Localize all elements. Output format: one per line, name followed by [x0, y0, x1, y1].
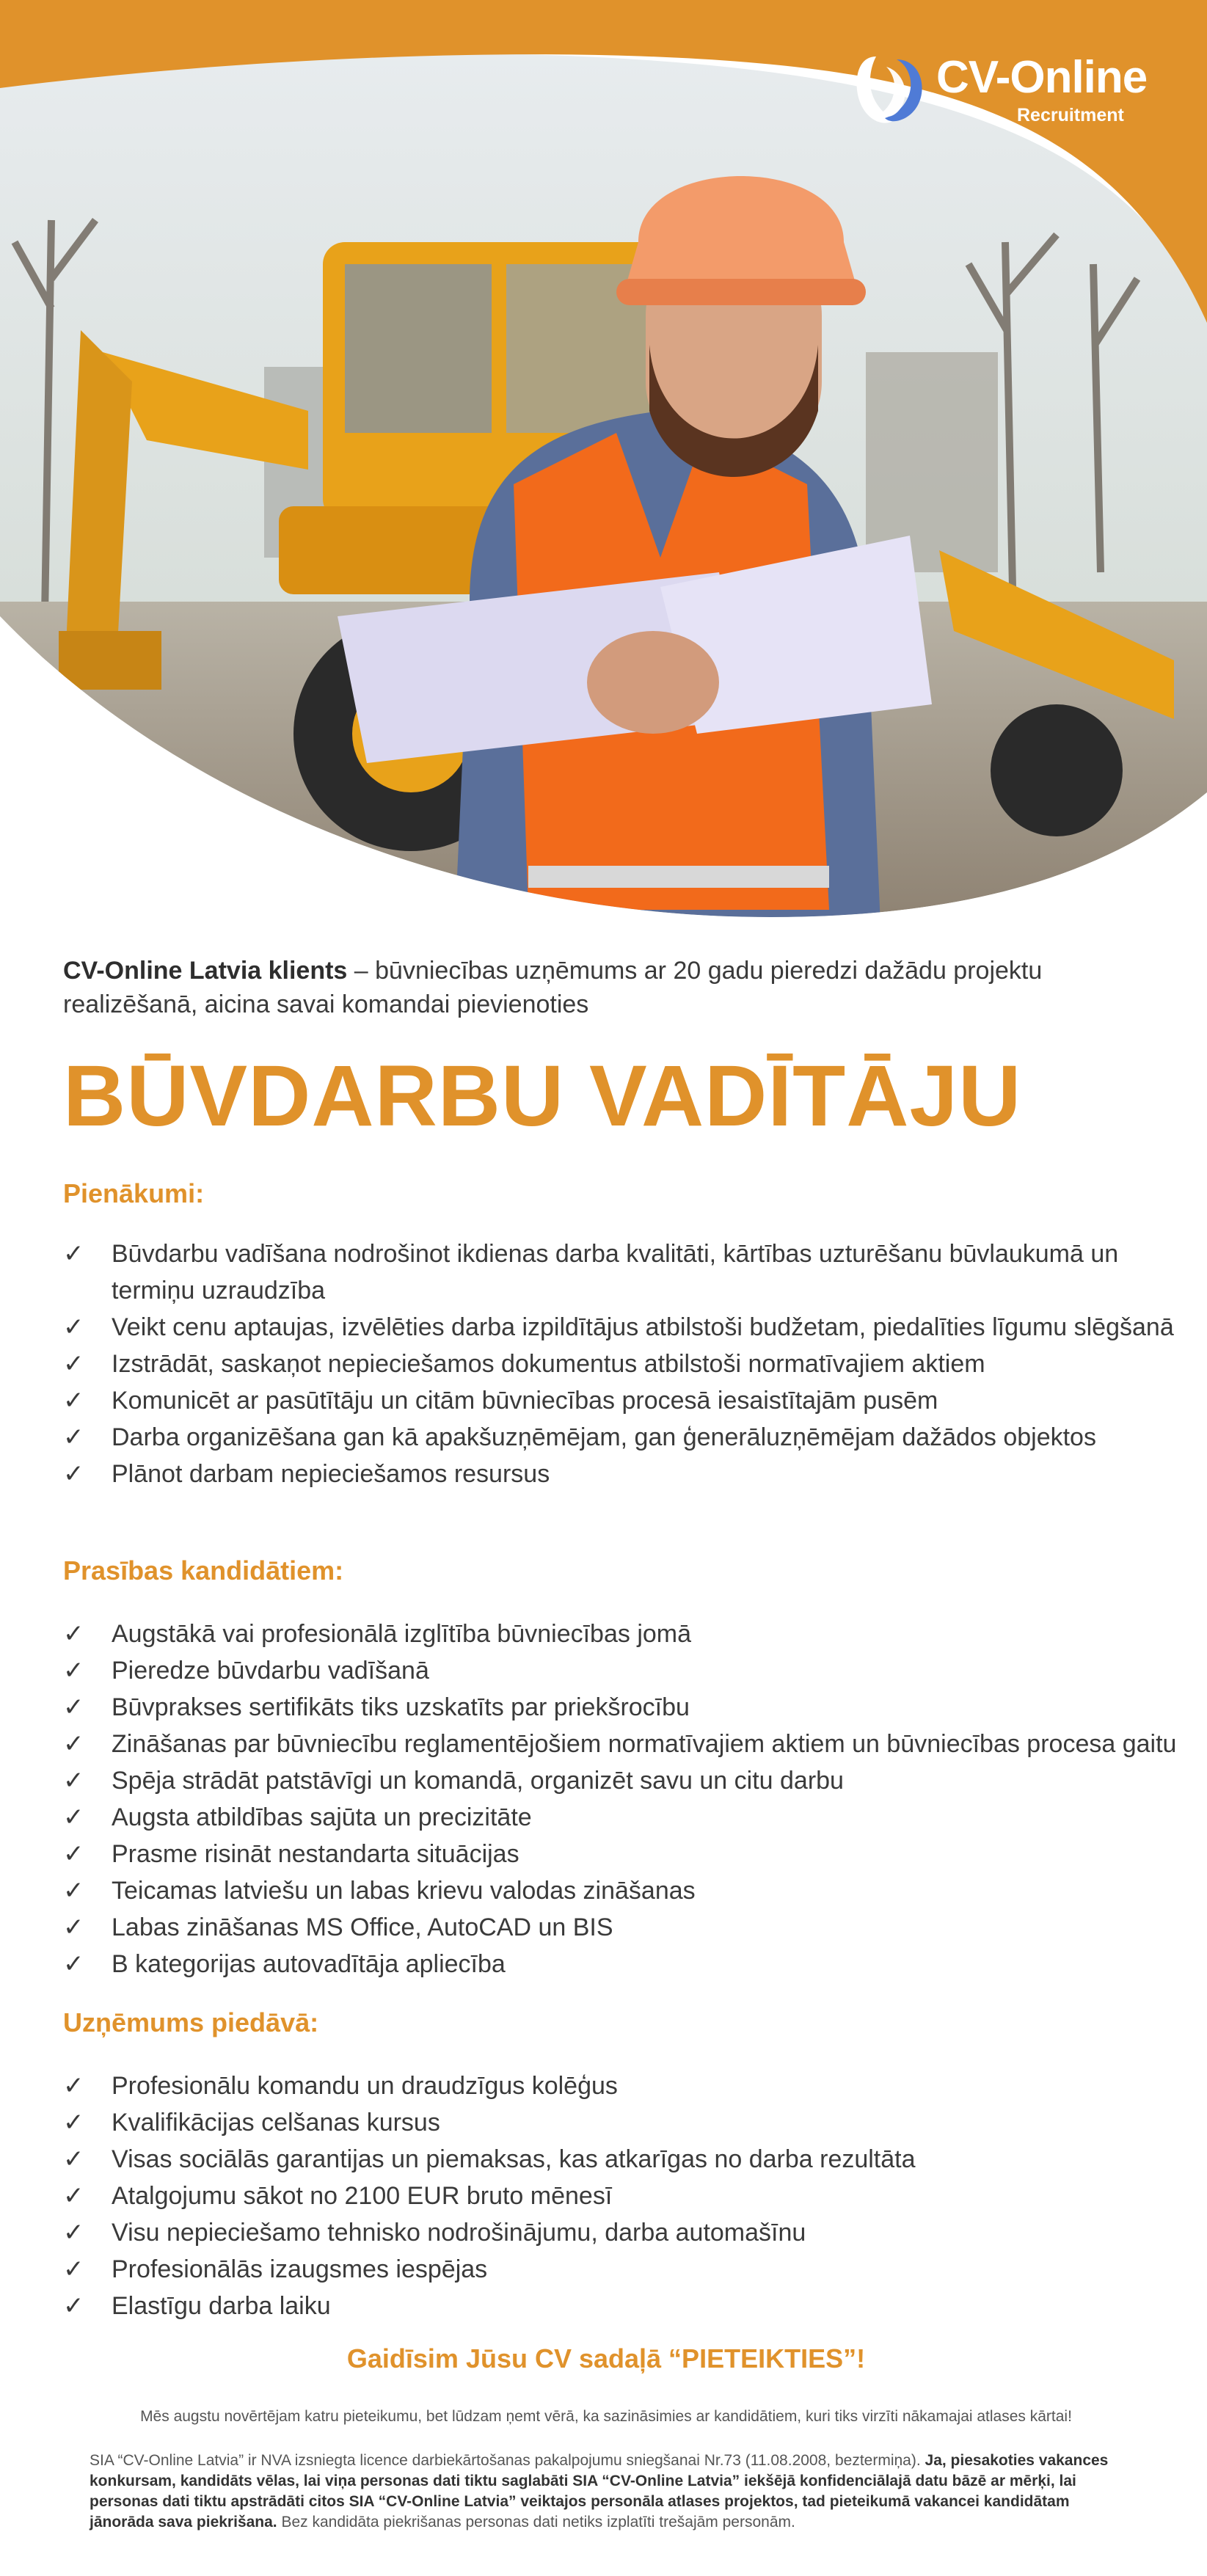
- list-item: [63, 1382, 1178, 1419]
- offer-list: [63, 2068, 1178, 2324]
- list-item-text: Visu nepieciešamo tehnisko nodrošinājumu, darba automašīnu: [112, 2218, 806, 2247]
- list-item: [63, 1726, 1178, 1762]
- duties-list: [63, 1236, 1178, 1492]
- checkmark-icon: ✓: [63, 1729, 84, 1759]
- legal-disclaimer: [90, 2451, 1131, 2533]
- list-item-text: Labas zināšanas MS Office, AutoCAD un BIS: [112, 1913, 613, 1941]
- list-item-text: Komunicēt ar pasūtītāju un citām būvniecības procesā iesaistītajām pusēm: [112, 1386, 938, 1415]
- list-item: [63, 1799, 1178, 1836]
- list-item-text: Izstrādāt, saskaņot nepieciešamos dokumentus atbilstoši normatīvajiem aktiem: [112, 1349, 985, 1378]
- list-item: [63, 1909, 1178, 1946]
- list-item-text: Zināšanas par būvniecību reglamentējošiem normatīvajiem aktiem un būvniecības procesa gaitu: [112, 1729, 1177, 1758]
- logo-mark-icon: [851, 52, 927, 128]
- list-item: [63, 2178, 1178, 2214]
- list-item-text: Veikt cenu aptaujas, izvēlēties darba izpildītājus atbilstoši budžetam, piedalīties līgumu slēgšanā: [112, 1313, 1174, 1341]
- checkmark-icon: ✓: [63, 2291, 84, 2321]
- list-item: [63, 2141, 1178, 2178]
- checkmark-icon: ✓: [63, 1385, 84, 1415]
- list-item-text: Plānot darbam nepieciešamos resursus: [112, 1459, 550, 1488]
- list-item-text: Prasme risināt nestandarta situācijas: [112, 1839, 519, 1868]
- checkmark-icon: ✓: [63, 1619, 84, 1649]
- list-item-text: Atalgojumu sākot no 2100 EUR bruto mēnesī: [112, 2181, 613, 2210]
- hero-image: [0, 0, 1207, 924]
- list-item-text: Elastīgu darba laiku: [112, 2291, 331, 2320]
- list-item: [63, 1652, 1178, 1689]
- list-item-text: Augstākā vai profesionālā izglītība būvniecības jomā: [112, 1619, 692, 1648]
- list-item: [63, 2214, 1178, 2251]
- list-item-text: Kvalifikācijas celšanas kursus: [112, 2108, 440, 2137]
- intro-text: [63, 954, 1105, 1021]
- offer-title: Uzņēmums piedāvā:: [63, 2007, 319, 2037]
- list-item-text: Būvdarbu vadīšana nodrošinot ikdienas darba kvalitāti, kārtības uzturēšanu būvlaukumā un termiņu uzraudzība: [112, 1239, 1119, 1305]
- list-item-text: Visas sociālās garantijas un piemaksas, kas atkarīgas no darba rezultāta: [112, 2145, 916, 2173]
- logo-subtitle: Recruitment: [1017, 104, 1124, 125]
- checkmark-icon: ✓: [63, 1349, 84, 1379]
- list-item-text: Būvprakses sertifikāts tiks uzskatīts par priekšrocību: [112, 1693, 690, 1721]
- checkmark-icon: ✓: [63, 1312, 84, 1342]
- list-item-text: Profesionālu komandu un draudzīgus kolēģus: [112, 2071, 618, 2100]
- checkmark-icon: ✓: [63, 2181, 84, 2211]
- list-item: [63, 1762, 1178, 1799]
- legal-privacy: Bez kandidāta piekrišanas personas dati netiks izplatīti trešajām personām.: [277, 2513, 795, 2531]
- list-item-text: B kategorijas autovadītāja apliecība: [112, 1949, 506, 1978]
- logo-name: CV-Online: [936, 51, 1148, 103]
- checkmark-icon: ✓: [63, 1912, 84, 1942]
- checkmark-icon: ✓: [63, 2144, 84, 2174]
- list-item: [63, 1689, 1178, 1726]
- selection-note: Mēs augstu novērtējam katru pieteikumu, bet lūdzam ņemt vērā, ka sazināsimies ar kandidātiem, kuri tiks virzīti nākamajai atlases kārtai!: [140, 2407, 1072, 2425]
- list-item-text: Teicamas latviešu un labas krievu valodas zināšanas: [112, 1876, 696, 1905]
- list-item: [63, 2251, 1178, 2288]
- checkmark-icon: ✓: [63, 1655, 84, 1685]
- legal-license: SIA “CV-Online Latvia” ir NVA izsniegta licence darbiekārtošanas pakalpojumu sniegšanai Nr.73 (11.08.2008, beztermiņa).: [90, 2451, 925, 2469]
- checkmark-icon: ✓: [63, 2070, 84, 2101]
- list-item: [63, 1309, 1178, 1346]
- list-item: [63, 1346, 1178, 1382]
- requirements-title: Prasības kandidātiem:: [63, 1555, 344, 1586]
- legal-consent: Ja, piesakoties vakances konkursam, kandidāts vēlas, lai viņa personas dati tiktu saglabāti SIA “CV-Online Latvia” iekšējā konfidenciālajā datu bāzē ar mērķi, lai personas dati tiktu apstrādāti citos SIA “CV-Online Latvia” veiktajos personāla atlases projektos, tad pieteikumā vakancei kandidātam jānorāda sava piekrišana.: [90, 2451, 1109, 2531]
- job-ad-content: [63, 954, 1178, 2533]
- checkmark-icon: ✓: [63, 1422, 84, 1452]
- checkmark-icon: ✓: [63, 1949, 84, 1979]
- cv-online-logo[interactable]: [851, 50, 1147, 131]
- list-item: [63, 1236, 1178, 1309]
- list-item: [63, 1616, 1178, 1652]
- list-item: [63, 1836, 1178, 1872]
- intro-client: CV-Online Latvia klients: [63, 957, 348, 985]
- checkmark-icon: ✓: [63, 2107, 84, 2137]
- checkmark-icon: ✓: [63, 2254, 84, 2284]
- apply-call-to-action: Gaidīsim Jūsu CV sadaļā “PIETEIKTIES”!: [346, 2343, 866, 2374]
- list-item-text: Spēja strādāt patstāvīgi un komandā, organizēt savu un citu darbu: [112, 1766, 844, 1795]
- checkmark-icon: ✓: [63, 1839, 84, 1869]
- checkmark-icon: ✓: [63, 1238, 84, 1269]
- job-title: BŪVDARBU VADĪTĀJU: [63, 1048, 1022, 1145]
- requirements-list: [63, 1616, 1178, 1982]
- intro-description: – būvniecības uzņēmums ar 20 gadu pieredzi dažādu projektu realizēšanā, aicina savai komandai pievienoties: [63, 957, 1043, 1018]
- checkmark-icon: ✓: [63, 1802, 84, 1832]
- checkmark-icon: ✓: [63, 1765, 84, 1795]
- list-item: [63, 1872, 1178, 1909]
- list-item: [63, 2104, 1178, 2141]
- checkmark-icon: ✓: [63, 1692, 84, 1722]
- list-item-text: Pieredze būvdarbu vadīšanā: [112, 1656, 429, 1685]
- list-item: [63, 1946, 1178, 1982]
- checkmark-icon: ✓: [63, 1459, 84, 1489]
- list-item-text: Darba organizēšana gan kā apakšuzņēmējam, gan ģenerāluzņēmējam dažādos objektos: [112, 1423, 1096, 1451]
- list-item: [63, 1456, 1178, 1492]
- checkmark-icon: ✓: [63, 1875, 84, 1905]
- list-item: [63, 2288, 1178, 2324]
- duties-title: Pienākumi:: [63, 1178, 205, 1208]
- checkmark-icon: ✓: [63, 2217, 84, 2247]
- list-item-text: Augsta atbildības sajūta un precizitāte: [112, 1803, 532, 1831]
- list-item: [63, 1419, 1178, 1456]
- list-item: [63, 2068, 1178, 2104]
- list-item-text: Profesionālās izaugsmes iespējas: [112, 2255, 488, 2283]
